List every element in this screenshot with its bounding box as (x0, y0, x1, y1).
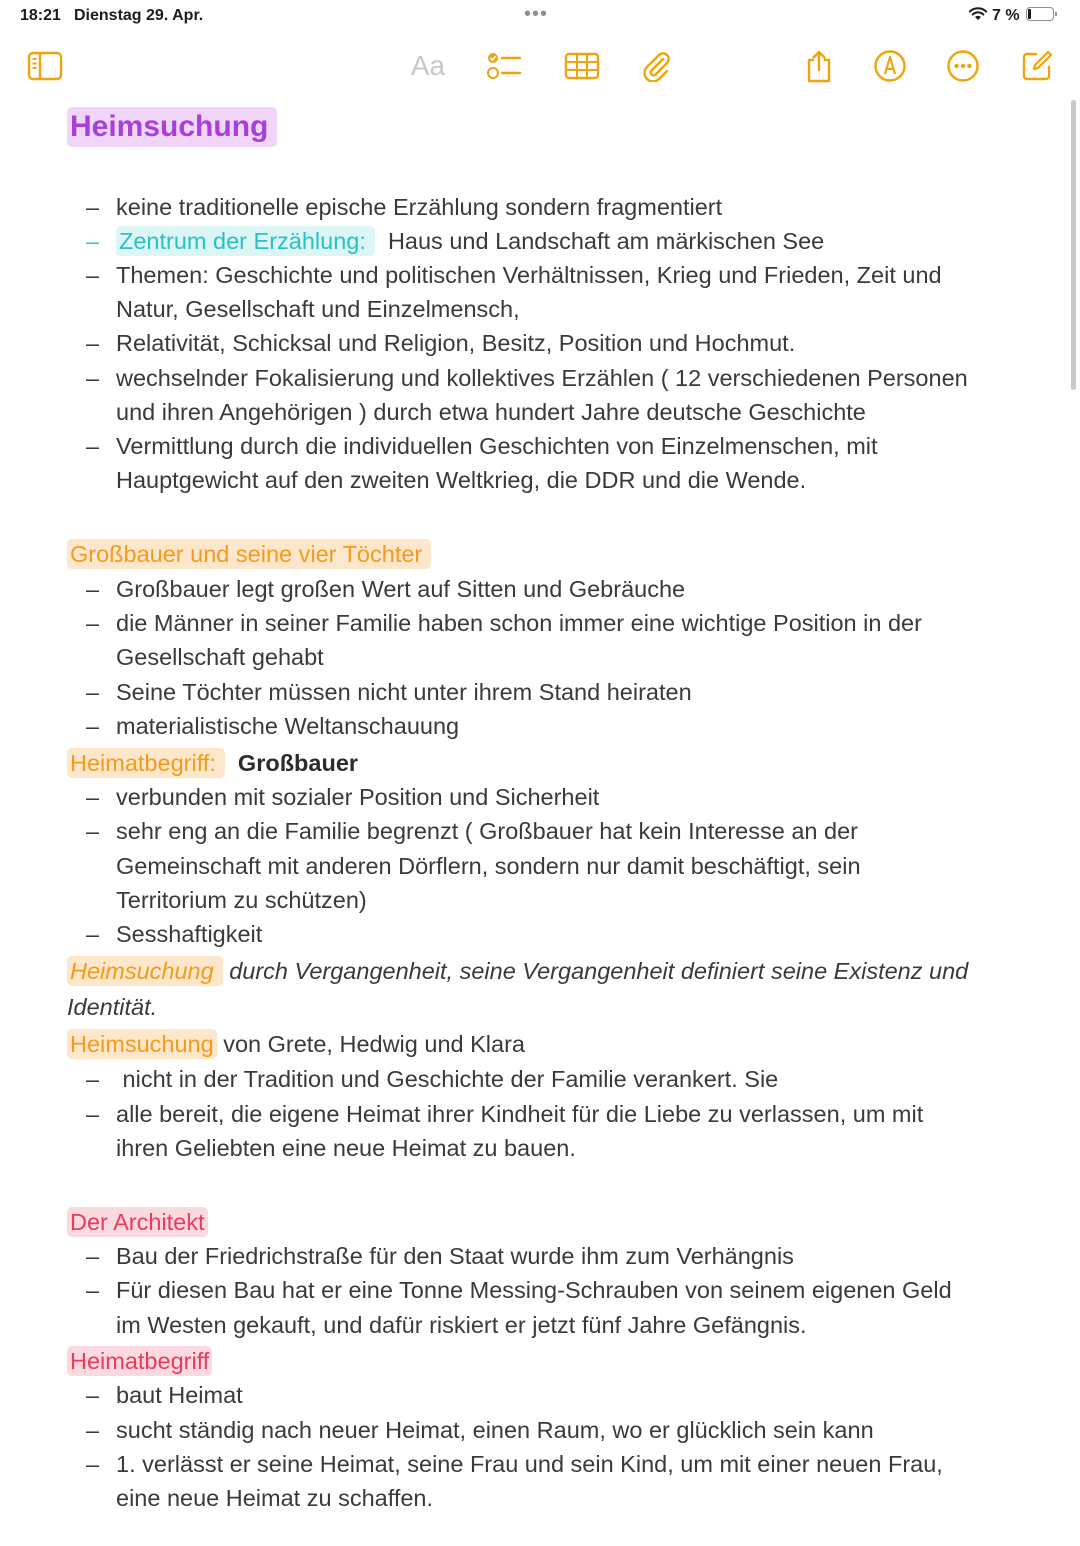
list-item: materialistische Weltanschauung (116, 713, 460, 739)
list-dash: – (86, 1101, 100, 1127)
section-heading-architekt: Der Architekt (67, 1205, 208, 1239)
heimatbegriff-subject: Großbauer (237, 750, 359, 776)
list-dash: – (86, 228, 100, 254)
heimatbegriff-heading (67, 746, 358, 780)
battery-icon (1026, 7, 1054, 21)
list-item: wechselnder Fokalisierung und kollektives Erzählen ( 12 verschiedenen Personen (116, 365, 968, 391)
scrollbar[interactable] (1071, 100, 1076, 390)
section-heading-grossbauer: Großbauer und seine vier Töchter (67, 537, 431, 571)
section-heading-architekt-heimatbegriff: Heimatbegriff (67, 1344, 212, 1378)
list-item: baut Heimat (116, 1382, 243, 1408)
list-item-continuation: und ihren Angehörigen ) durch etwa hundert Jahre deutsche Geschichte (116, 399, 866, 425)
heimsuchung-text: durch Vergangenheit, seine Vergangenheit definiert seine Existenz und (229, 958, 969, 984)
more-options-icon[interactable] (943, 46, 983, 86)
heimsuchung-line-continuation: Identität. (67, 994, 158, 1020)
zentrum-text: Haus und Landschaft am märkischen See (387, 228, 825, 254)
list-item: Großbauer legt großen Wert auf Sitten und Gebräuche (116, 576, 686, 602)
highlight-zentrum: Zentrum der Erzählung: (116, 226, 375, 256)
list-item: Für diesen Bau hat er eine Tonne Messing-Schrauben von seinem eigenen Geld (116, 1277, 952, 1303)
list-dash: – (86, 1277, 100, 1303)
highlight-heimatbegriff: Heimatbegriff: (67, 748, 225, 778)
attachment-icon[interactable] (636, 46, 676, 86)
highlight-heimsuchung: Heimsuchung (67, 1029, 217, 1059)
list-dash: – (86, 713, 100, 739)
heimsuchung-toechter-line (67, 1027, 525, 1061)
multitasking-dots-icon[interactable]: ••• (524, 3, 549, 25)
list-dash: – (86, 610, 100, 636)
markup-pen-icon[interactable] (870, 46, 910, 86)
list-item: nicht in der Tradition und Geschichte der Familie verankert. Sie (116, 1066, 779, 1092)
list-item: Sesshaftigkeit (116, 921, 263, 947)
sidebar-toggle-icon[interactable] (25, 46, 65, 86)
list-item-continuation: im Westen gekauft, und dafür riskiert er jetzt fünf Jahre Gefängnis. (116, 1312, 807, 1338)
list-dash: – (86, 921, 100, 947)
list-dash: – (86, 1451, 100, 1477)
list-item-continuation: eine neue Heimat zu schaffen. (116, 1485, 434, 1511)
checklist-icon[interactable] (484, 46, 524, 86)
list-dash: – (86, 262, 100, 288)
battery-percent: 7 % (992, 7, 1020, 24)
highlight-heimsuchung: Heimsuchung (67, 956, 223, 986)
list-item-continuation: Gesellschaft gehabt (116, 644, 324, 670)
list-item: 1. verlässt er seine Heimat, seine Frau und sein Kind, um mit einer neuen Frau, (116, 1451, 943, 1477)
list-dash: – (86, 818, 100, 844)
list-dash: – (86, 576, 100, 602)
list-item: Vermittlung durch die individuellen Geschichten von Einzelmenschen, mit (116, 433, 878, 459)
wifi-icon (968, 6, 988, 27)
list-dash: – (86, 330, 100, 356)
heimsuchung-toechter-text: von Grete, Hedwig und Klara (223, 1031, 525, 1057)
status-date: Dienstag 29. Apr. (74, 7, 204, 24)
list-item: Relativität, Schicksal und Religion, Besitz, Position und Hochmut. (116, 330, 796, 356)
list-item: alle bereit, die eigene Heimat ihrer Kindheit für die Liebe zu verlassen, um mit (116, 1101, 924, 1127)
list-item-continuation: Natur, Gesellschaft und Einzelmensch, (116, 296, 520, 322)
status-bar (0, 0, 1080, 30)
list-item: Seine Töchter müssen nicht unter ihrem Stand heiraten (116, 679, 692, 705)
list-dash: – (86, 365, 100, 391)
note-title: Heimsuchung (67, 107, 277, 147)
list-item: Bau der Friedrichstraße für den Staat wurde ihm zum Verhängnis (116, 1243, 794, 1269)
list-item-continuation: Hauptgewicht auf den zweiten Weltkrieg, die DDR und die Wende. (116, 467, 807, 493)
list-dash: – (86, 1066, 100, 1092)
status-time: 18:21 (20, 7, 61, 24)
list-dash: – (86, 679, 100, 705)
list-item-continuation: Territorium zu schützen) (116, 887, 367, 913)
list-item: Themen: Geschichte und politischen Verhältnissen, Krieg und Frieden, Zeit und (116, 262, 942, 288)
list-dash: – (86, 1417, 100, 1443)
list-item: sucht ständig nach neuer Heimat, einen Raum, wo er glücklich sein kann (116, 1417, 874, 1443)
list-dash: – (86, 1382, 100, 1408)
list-item: verbunden mit sozialer Position und Sicherheit (116, 784, 600, 810)
list-item: die Männer in seiner Familie haben schon immer eine wichtige Position in der (116, 610, 922, 636)
list-item: sehr eng an die Familie begrenzt ( Großbauer hat kein Interesse an der (116, 818, 858, 844)
list-item-zentrum (116, 224, 824, 258)
notes-toolbar (0, 40, 1080, 90)
table-icon[interactable] (562, 46, 602, 86)
list-item-continuation: ihren Geliebten eine neue Heimat zu bauen. (116, 1135, 576, 1161)
list-dash: – (86, 194, 100, 220)
share-icon[interactable] (799, 46, 839, 86)
list-item-continuation: Gemeinschaft mit anderen Dörflern, sondern nur damit beschäftigt, sein (116, 853, 861, 879)
list-item: keine traditionelle epische Erzählung sondern fragmentiert (116, 194, 723, 220)
list-dash: – (86, 433, 100, 459)
format-text-button[interactable]: Aa (410, 50, 446, 81)
list-dash: – (86, 784, 100, 810)
list-dash: – (86, 1243, 100, 1269)
heimsuchung-line (67, 954, 968, 988)
compose-note-icon[interactable] (1017, 46, 1057, 86)
